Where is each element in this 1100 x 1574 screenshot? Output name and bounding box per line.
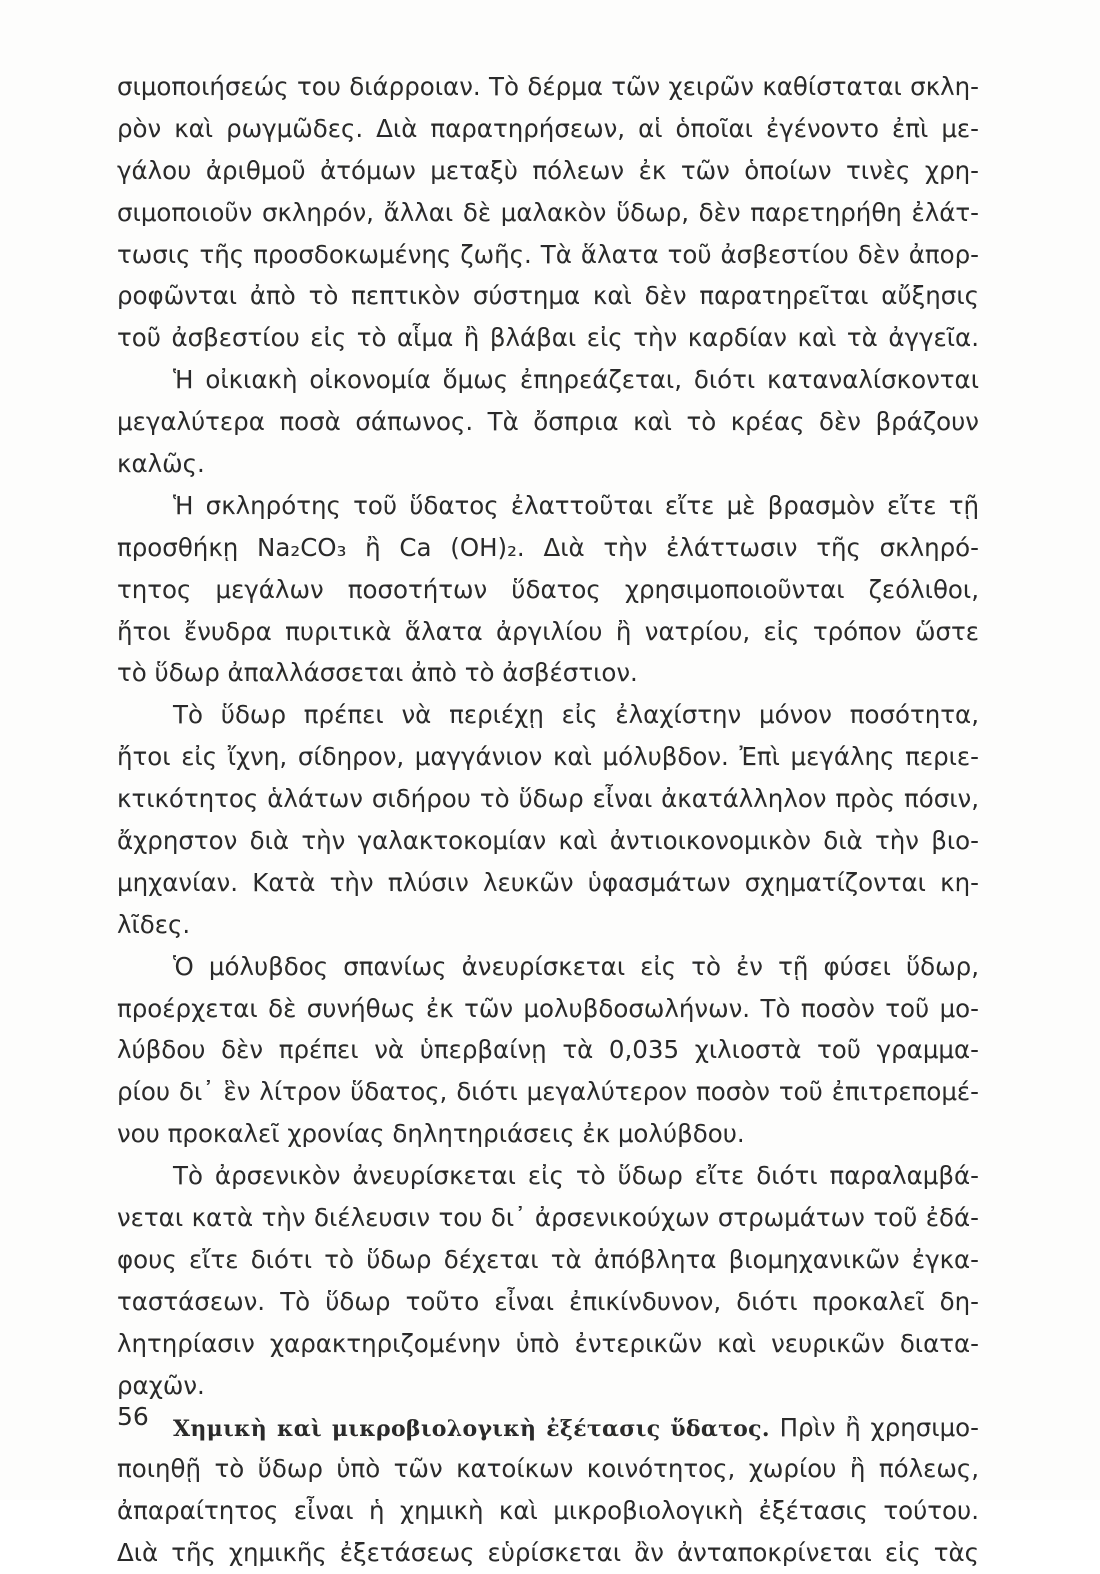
text-line: Ἡ οἰκιακὴ οἰκονομία ὅμως ἐπηρεάζεται, διότι καταναλίσκονται: [173, 365, 979, 395]
text-line: Ἡ σκληρότης τοῦ ὕδατος ἐλαττοῦται εἴτε μὲ βρασμὸν εἴτε τῇ: [173, 490, 979, 520]
text-line: νεται κατὰ τὴν διέλευσιν του δι᾿ ἀρσενικούχων στρωμάτων τοῦ ἐδά-: [117, 1203, 979, 1233]
text-line: τὸ ὕδωρ ἀπαλλάσσεται ἀπὸ τὸ ἀσβέστιον.: [117, 658, 638, 688]
text-line: προέρχεται δὲ συνήθως ἐκ τῶν μολυβδοσωλήνων. Τὸ ποσὸν τοῦ μο-: [117, 993, 979, 1023]
text-line: ἀπαραίτητος εἶναι ἡ χημικὴ καὶ μικροβιολογικὴ ἐξέτασις τούτου.: [117, 1496, 979, 1526]
section-heading-line: [117, 1407, 979, 1449]
text-line: Τὸ ἀρσενικὸν ἀνευρίσκεται εἰς τὸ ὕδωρ εἴτε διότι παραλαμβά-: [173, 1161, 979, 1191]
text-line: φους εἴτε διότι τὸ ὕδωρ δέχεται τὰ ἀπόβλητα βιομηχανικῶν ἐγκα-: [117, 1244, 979, 1274]
text-line: ρίου δι᾿ ἓν λίτρον ὕδατος, διότι μεγαλύτερον ποσὸν τοῦ ἐπιτρεπομέ-: [117, 1077, 979, 1107]
page-number: 56: [117, 1402, 149, 1431]
text-line: νου προκαλεῖ χρονίας δηλητηριάσεις ἐκ μολύβδου.: [117, 1119, 745, 1149]
text-line: Διὰ τῆς χημικῆς ἐξετάσεως εὑρίσκεται ἂν ἀνταποκρίνεται εἰς τὰς: [117, 1538, 979, 1568]
body-text: [117, 66, 979, 1574]
text-line: τωσις τῆς προσδοκωμένης ζωῆς. Τὰ ἅλατα τοῦ ἀσβεστίου δὲν ἀπορ-: [117, 239, 979, 269]
text-line: λύβδου δὲν πρέπει νὰ ὑπερβαίνῃ τὰ 0,035 χιλιοστὰ τοῦ γραμμα-: [117, 1035, 979, 1065]
text-line: Τὸ ὕδωρ πρέπει νὰ περιέχῃ εἰς ἐλαχίστην μόνον ποσότητα,: [173, 700, 979, 730]
text-line: λῖδες.: [117, 909, 191, 939]
text-line: σιμοποιοῦν σκληρόν, ἄλλαι δὲ μαλακὸν ὕδωρ, δὲν παρετηρήθη ἐλάτ-: [117, 197, 979, 227]
text-line: ποιηθῇ τὸ ὕδωρ ὑπὸ τῶν κατοίκων κοινότητος, χωρίου ἢ πόλεως,: [117, 1454, 979, 1484]
text-line: ἤτοι ἔνυδρα πυριτικὰ ἅλατα ἀργιλίου ἢ νατρίου, εἰς τρόπον ὥστε: [117, 616, 979, 646]
text-line: γάλου ἀριθμοῦ ἀτόμων μεταξὺ πόλεων ἐκ τῶν ὁποίων τινὲς χρη-: [117, 155, 979, 185]
text-line: σιμοποιήσεώς του διάρροιαν. Τὸ δέρμα τῶν χειρῶν καθίσταται σκλη-: [117, 72, 979, 101]
text-line: μηχανίαν. Κατὰ τὴν πλύσιν λευκῶν ὑφασμάτων σχηματίζονται κη-: [117, 867, 979, 897]
text-line: τοῦ ἀσβεστίου εἰς τὸ αἷμα ἢ βλάβαι εἰς τὴν καρδίαν καὶ τὰ ἀγγεῖα.: [117, 323, 979, 353]
text-line: ταστάσεων. Τὸ ὕδωρ τοῦτο εἶναι ἐπικίνδυνον, διότι προκαλεῖ δη-: [117, 1286, 979, 1316]
text-line: λητηρίασιν χαρακτηριζομένην ὑπὸ ἐντερικῶν καὶ νευρικῶν διατα-: [117, 1328, 979, 1358]
text-line: κτικότητος ἁλάτων σιδήρου τὸ ὕδωρ εἶναι ἀκατάλληλον πρὸς πόσιν,: [117, 784, 979, 814]
text-line: Ὁ μόλυβδος σπανίως ἀνευρίσκεται εἰς τὸ ἐν τῇ φύσει ὕδωρ,: [173, 951, 979, 981]
section-heading: Χημικὴ καὶ μικροβιολογικὴ ἐξέτασις ὕδατος.: [173, 1415, 770, 1442]
text-line: ροφῶνται ἀπὸ τὸ πεπτικὸν σύστημα καὶ δὲν παρατηρεῖται αὔξησις: [117, 281, 979, 311]
text-line: ραχῶν.: [117, 1370, 205, 1400]
text-line: προσθήκῃ Na₂CO₃ ἢ Ca (OH)₂. Διὰ τὴν ἐλάττωσιν τῆς σκληρό-: [117, 532, 979, 562]
text-line: καλῶς.: [117, 449, 205, 479]
text-line: ἄχρηστον διὰ τὴν γαλακτοκομίαν καὶ ἀντιοικονομικὸν διὰ τὴν βιο-: [117, 826, 979, 856]
text-line: μεγαλύτερα ποσὰ σάπωνος. Τὰ ὄσπρια καὶ τὸ κρέας δὲν βράζουν: [117, 407, 979, 437]
text-line: τητος μεγάλων ποσοτήτων ὕδατος χρησιμοποιοῦνται ζεόλιθοι,: [117, 574, 979, 604]
heading-line-text: Πρὶν ἢ χρησιμο-: [769, 1412, 980, 1442]
text-line: ἤτοι εἰς ἴχνη, σίδηρον, μαγγάνιον καὶ μόλυβδον. Ἐπὶ μεγάλης περιε-: [117, 742, 979, 772]
text-line: ρὸν καὶ ρωγμῶδες. Διὰ παρατηρήσεων, αἱ ὁποῖαι ἐγένοντο ἐπὶ με-: [117, 113, 979, 143]
